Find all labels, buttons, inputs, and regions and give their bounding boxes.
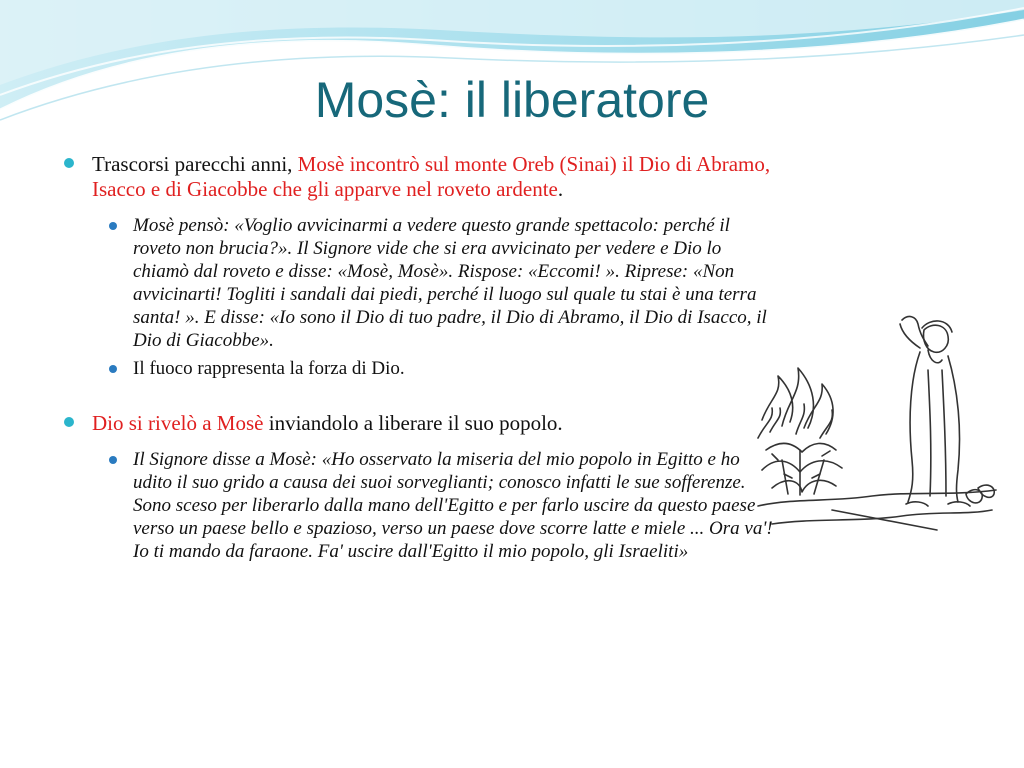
bullet-icon (64, 158, 74, 168)
slide-content (62, 152, 774, 568)
subbullet-icon (109, 365, 117, 373)
moses-burning-bush-illustration (752, 310, 1000, 542)
subbullet-text: Il Signore disse a Mosè: «Ho osservato la miseria del mio popolo in Egitto e ho udito il suo grido a causa dei suoi sorveglianti; conosco infatti le sue sofferenze. Sono sceso per liberarlo dalla mano dell'Egitto e per farlo uscire da questo paese verso un paese bello e spazioso, verso un paese dove scorre latte e miele ... Ora va'! Io ti mando da faraone. Fa' uscire dall'Egitto il mio popolo, gli Israeliti» (133, 449, 773, 562)
subbullet-icon (109, 222, 117, 230)
subbullet-text: Il fuoco rappresenta la forza di Dio. (133, 358, 405, 379)
subbullet-fire-meaning (62, 357, 774, 380)
slide-title: Mosè: il liberatore (314, 72, 710, 128)
bullet-burning-bush (62, 152, 774, 202)
subbullet-moses-quote (62, 214, 774, 352)
bullet-god-revealed (62, 411, 774, 436)
bullet-text-highlight: Mosè incontrò sul monte Oreb (Sinai) il Dio di Abramo, Isacco e di Giacobbe che gli apparve nel roveto ardente (92, 152, 771, 201)
bullet-icon (64, 417, 74, 427)
subbullet-icon (109, 456, 117, 464)
subbullet-lord-quote (62, 448, 774, 563)
bullet-text-end: inviandolo a liberare il suo popolo. (263, 411, 563, 435)
subbullet-text: Mosè pensò: «Voglio avvicinarmi a vedere questo grande spettacolo: perché il roveto non brucia?». Il Signore vide che si era avvicinato per vedere e Dio lo chiamò dal roveto e disse: «Mosè, Mosè». Rispose: «Eccomi! ». Riprese: «Non avvicinarti! Togliti i sandali dai piedi, perché il luogo sul quale tu stai è una terra santa! ». E disse: «Io sono il Dio di tuo padre, il Dio di Abramo, il Dio di Isacco, il Dio di Giacobbe». (133, 215, 767, 351)
bullet-text-intro: Trascorsi parecchi anni, (92, 152, 298, 176)
bullet-text-end: . (557, 177, 564, 201)
bullet-text-highlight: Dio si rivelò a Mosè (92, 411, 264, 435)
